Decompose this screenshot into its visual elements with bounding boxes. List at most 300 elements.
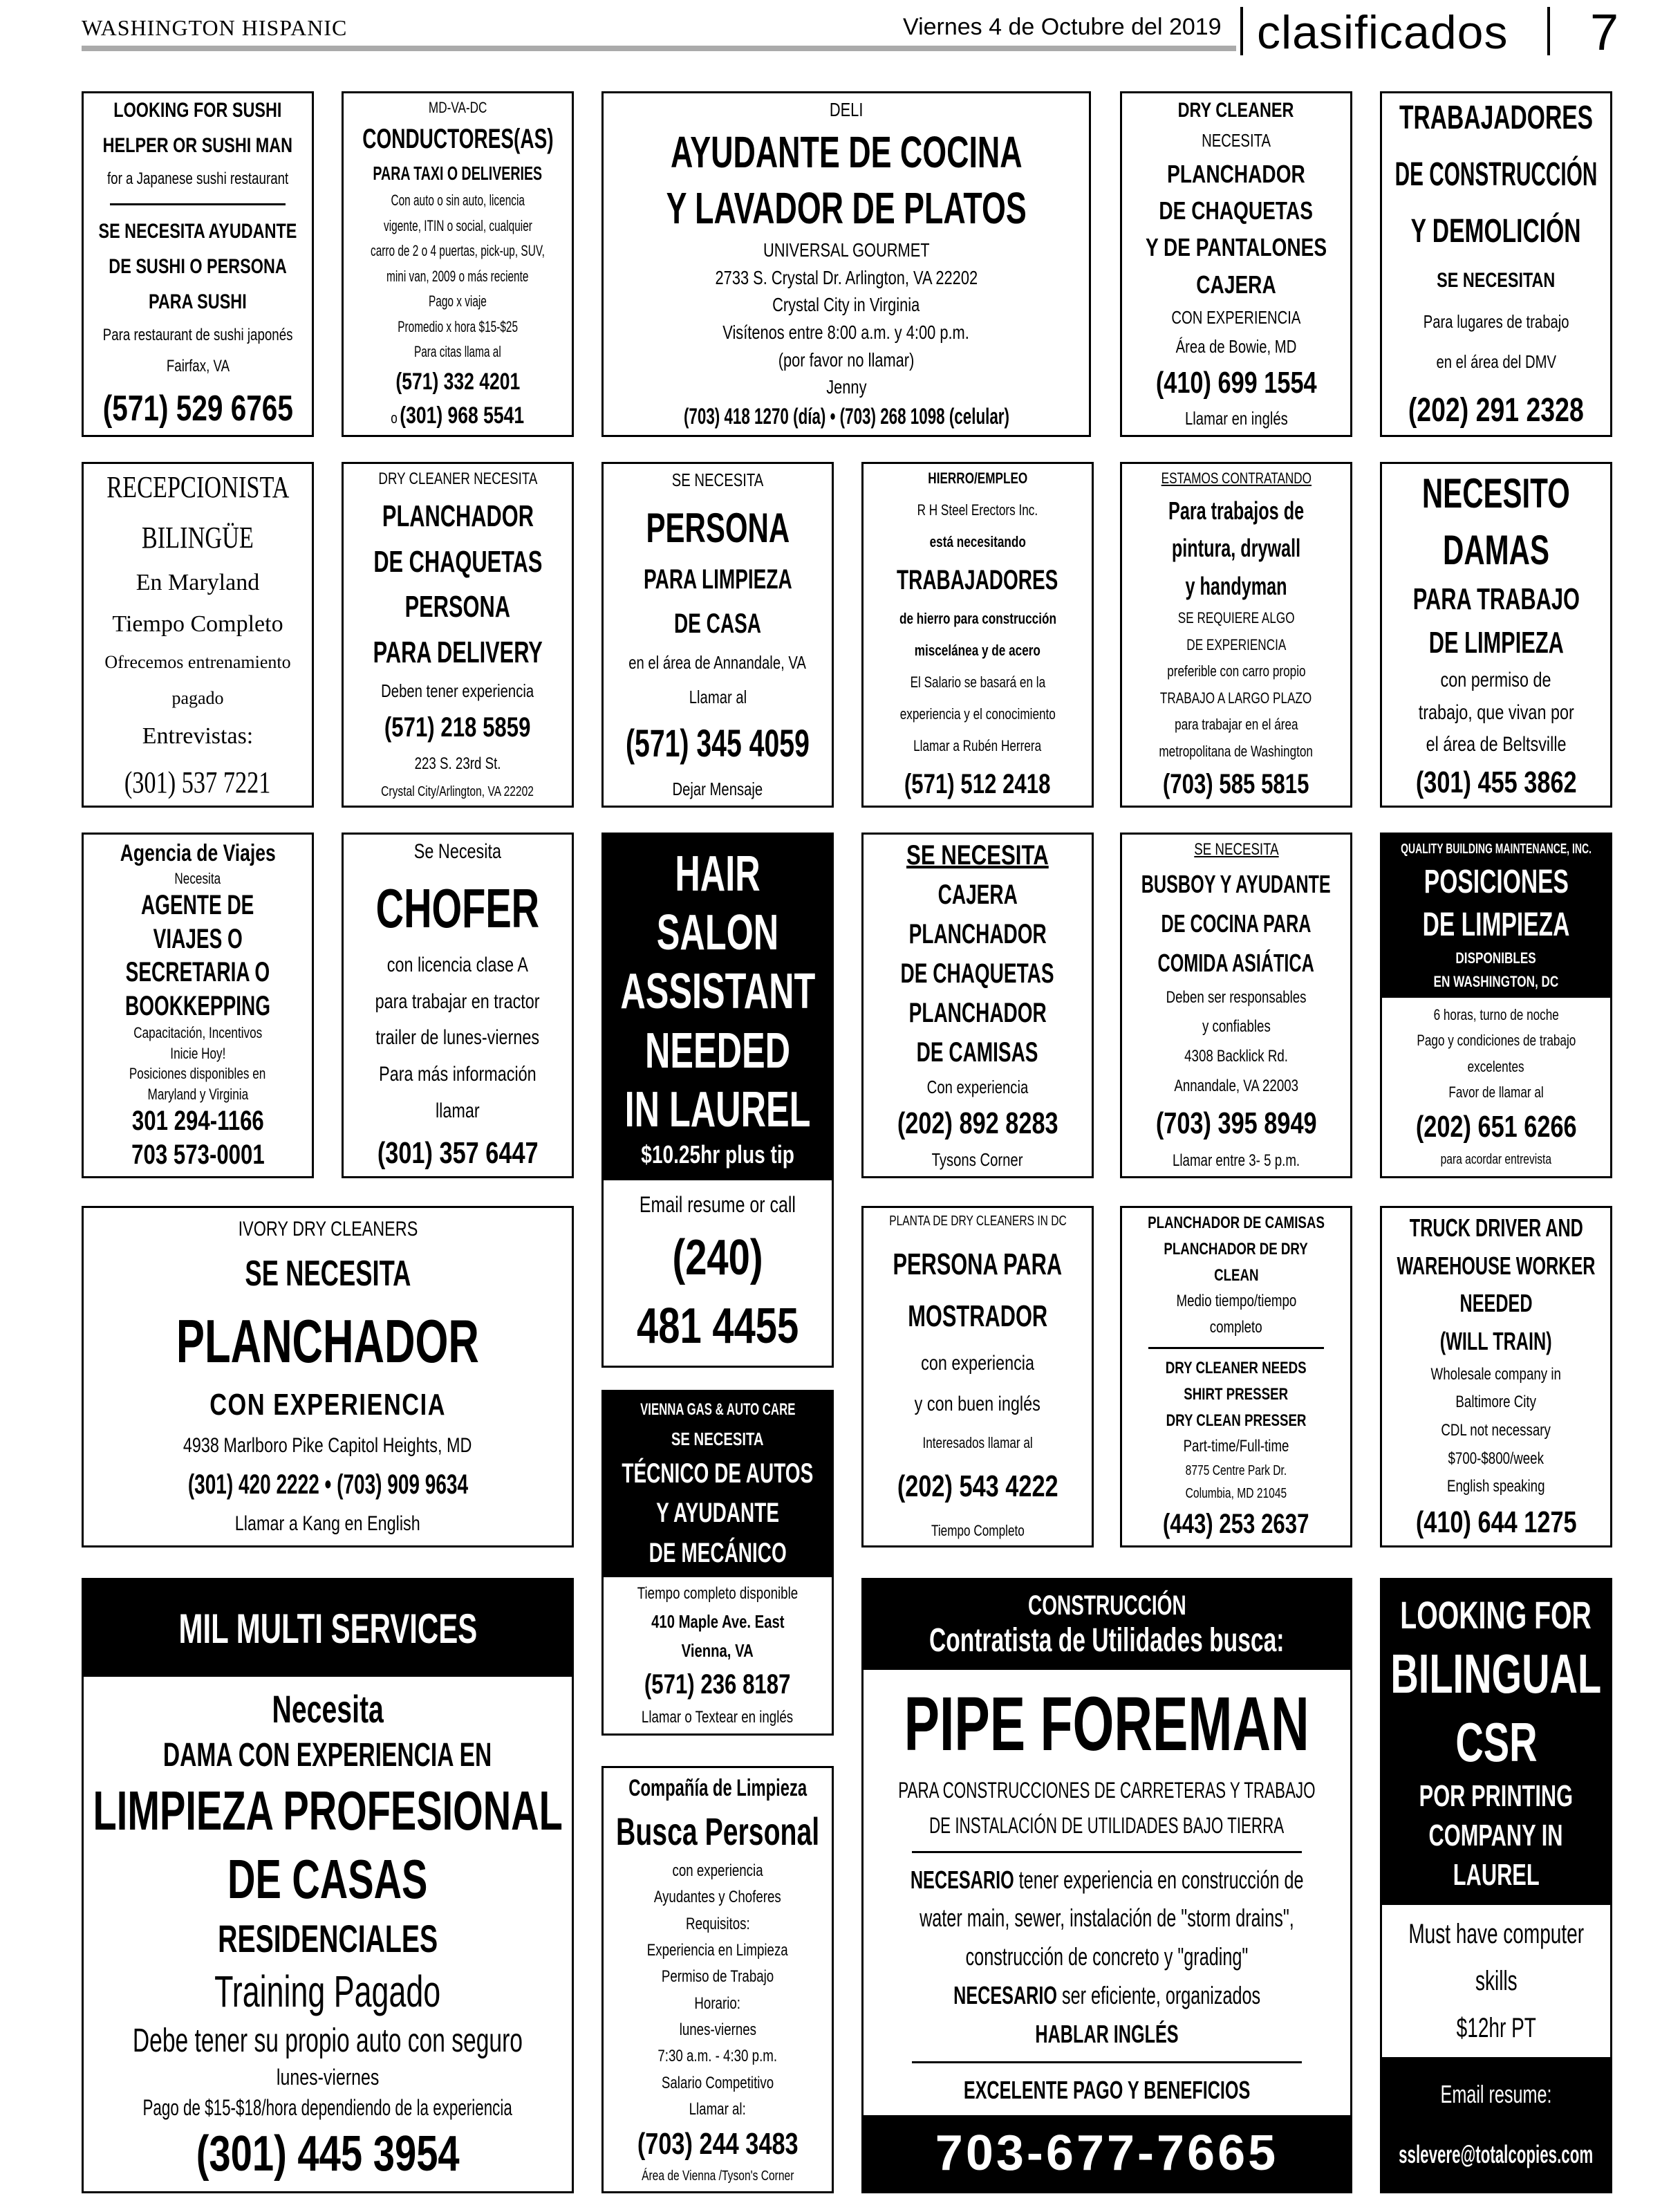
ad-text: Training Pagado [214,1966,441,2016]
ad-headline: DE CASA [673,608,762,639]
ad-headline: SE NECESITA [906,840,1049,871]
ad-text: EN WASHINGTON, DC [1433,973,1559,991]
ad-text: CDL not necessary [1441,1420,1551,1440]
divider [912,2061,1301,2063]
ad-location: en el área de Annandale, VA [628,652,807,673]
ad-quality-building [1380,833,1612,1178]
ad-text: (por favor no llamar) [778,348,915,371]
ad-mil-multi-services [82,1578,574,2193]
ad-headline: PLANCHADOR [382,499,534,534]
ad-agencia-viajes [82,833,314,1178]
ad-text: Llamar al: [689,2100,747,2119]
ad-recepcionista [82,462,314,808]
ad-phone: 481 4455 [636,1298,799,1354]
ad-text: con experiencia [921,1351,1034,1375]
ad-text: Requisitos: [685,1914,750,1933]
ad-headline: Para trabajos de [1168,496,1305,525]
ad-headline: BOOKKEPPING [124,990,271,1021]
ad-text: trabajo, que vivan por [1418,700,1574,724]
ad-text: en el área del DMV [1436,351,1556,372]
ad-headline: TRUCK DRIVER AND [1409,1214,1583,1242]
divider [110,203,286,205]
ad-phone: 703 573-0001 [131,1139,265,1170]
ad-headline: DRY CLEAN PRESSER [1166,1411,1307,1430]
ad-headline: PLANCHADOR DE CAMISAS [1148,1214,1325,1232]
ad-headline: NEEDED [644,1023,791,1079]
ad-text: Maryland y Virginia [147,1085,248,1103]
ad-address: 4938 Marlboro Pike Capitol Heights, MD [183,1434,472,1458]
ad-headline: CONSTRUCCIÓN [1027,1590,1186,1621]
ad-text: Interesados llamar al [922,1433,1033,1451]
ad-text: DELI [829,99,864,120]
ad-text: y con buen inglés [914,1393,1041,1416]
ad-hierro [861,462,1094,808]
ad-chofer [342,833,574,1178]
ad-drycleaner-arlington [342,462,574,808]
ad-headline: DE MECÁNICO [648,1537,787,1568]
ad-text: PLANTA DE DRY CLEANERS IN DC [888,1214,1067,1229]
ad-phone: (703) 585 5815 [1163,769,1309,799]
ad-limpieza-casa [601,462,834,808]
ad-phone: (240) [672,1229,763,1285]
ad-banner [604,1392,832,1577]
ad-headline: PLANCHADOR [908,919,1047,949]
ad-headline: DRY CLEANER [1178,99,1294,122]
ad-text: English speaking [1447,1477,1545,1496]
ad-text: Para restaurant de sushi japonés [102,326,293,344]
ad-text: con licencia clase A [386,953,529,976]
ad-body [1382,998,1610,1176]
ad-text: Crystal City in Virginia [772,294,920,316]
ad-headline: CLEAN [1213,1265,1259,1285]
ad-headline: MIL MULTI SERVICES [178,1605,477,1652]
ad-text: Llamar entre 3- 5 p.m. [1172,1151,1300,1170]
ad-text: Debe tener su propio auto con seguro [132,2022,523,2059]
ad-banner [604,835,832,1180]
ad-headline: CAJERA [937,880,1018,910]
ad-text: Email resume or call [639,1191,796,1217]
ad-headline: COMPANY IN [1429,1819,1563,1853]
ad-text: Jenny [825,376,867,398]
ad-phone: (410) 644 1275 [1415,1505,1577,1539]
ad-text: Salario Competitivo [661,2073,774,2092]
ad-text: 7:30 a.m. - 4:30 p.m. [657,2047,778,2066]
ad-phone: (301) 357 6447 [377,1135,539,1170]
ad-headline: BUSBOY Y AYUDANTE [1141,869,1332,898]
ad-headline: Y DE PANTALONES [1145,233,1327,262]
ad-text: Con experiencia [926,1077,1029,1097]
ad-headline: BILINGÜE [141,520,254,555]
ad-headline: PIPE FOREMAN [904,1681,1310,1767]
ad-text: llamar [436,1099,480,1123]
ad-text: Deben ser responsables [1166,987,1307,1007]
ad-headline: COMIDA ASIÁTICA [1157,948,1315,977]
ad-body [84,1677,572,2191]
ad-address: Crystal City/Arlington, VA 22202 [381,784,534,799]
ad-headline: Y AYUDANTE [656,1498,779,1529]
ad-headline: SECRETARIA O [125,957,270,988]
ad-headline: PARA LIMPIEZA [643,564,792,595]
ad-headline: (WILL TRAIN) [1440,1326,1552,1355]
ad-phone: (202) 892 8283 [897,1106,1058,1140]
publication-name: WASHINGTON HISPANIC [82,15,348,40]
ad-text: Tiempo completo disponible [637,1583,799,1603]
ad-headline: PLANCHADOR DE DRY [1164,1239,1309,1258]
ad-text: metropolitana de Washington [1159,742,1314,760]
ad-text: trailer de lunes-viernes [375,1026,540,1050]
ad-headline: RECEPCIONISTA [106,470,290,504]
ad-text: Inicie Hoy! [169,1044,226,1062]
ad-phone-row [391,402,525,429]
section-title: clasificados [1257,6,1509,59]
ad-text: Email resume: [1440,2079,1552,2108]
ad-headline: Y DEMOLICIÓN [1411,213,1581,250]
ad-headline: MOSTRADOR [908,1299,1047,1334]
ad-text: Promedio x hora $15-$25 [398,317,518,335]
ad-text: Llamar al [689,686,747,707]
ad-text: completo [1210,1318,1262,1337]
ad-headline: DE SUSHI O PERSONA [109,255,287,278]
ad-text: Pago de $15-$18/hora dependiendo de la experiencia [142,2094,513,2120]
ad-text: mini van, 2009 o más reciente [386,267,529,285]
ad-text: CON EXPERIENCIA [1171,306,1301,328]
ad-damas [1380,462,1612,808]
ad-text: for a Japanese sushi restaurant [106,169,289,188]
ad-headline: PARA TRABAJO [1412,582,1580,617]
ad-headline: EXCELENTE PAGO Y BENEFICIOS [963,2076,1251,2105]
ad-headline: PLANCHADOR [908,998,1047,1028]
ad-phone: (703) 244 3483 [637,2126,799,2161]
ad-text: Medio tiempo/tiempo [1176,1292,1296,1311]
ad-text: Con auto o sin auto, licencia [391,192,525,210]
ad-phone: (410) 699 1554 [1155,365,1317,400]
ad-phone: (571) 529 6765 [102,389,293,429]
ad-text: DE EXPERIENCIA [1186,635,1286,653]
ad-location: Área de Bowie, MD [1175,336,1297,357]
ad-headline: POR PRINTING [1419,1779,1574,1814]
ad-headline: Contratista de Utilidades busca: [929,1622,1285,1659]
ad-text: UNIVERSAL GOURMET [763,239,930,261]
ad-headline: Compañía de Limpieza [628,1775,807,1801]
ad-headline: NEEDED [1459,1289,1533,1318]
ad-text: Wholesale company in [1430,1364,1562,1384]
ad-headline: SE NECESITAN [1437,269,1556,292]
ad-text: Dejar Mensaje [672,778,763,799]
ad-text: Ayudantes y Choferes [654,1888,781,1907]
ad-phone: (301) 420 2222 • (703) 909 9634 [187,1469,468,1500]
ad-compania-limpieza [601,1766,834,2193]
ad-email-banner [1382,2057,1610,2191]
ad-phone: (301) 445 3954 [196,2126,460,2182]
ad-body [864,1670,1350,2115]
ad-headline: BILINGUAL [1390,1642,1602,1704]
ad-text: Para citas llama al [414,343,501,361]
ad-text: misceláneа y de acero [914,642,1041,659]
ad-headline: SE NECESITA AYUDANTE [98,220,297,243]
ad-headline: DRY CLEANER NEEDS [1166,1358,1307,1377]
ad-address: Annandale, VA 22003 [1174,1077,1298,1096]
ad-headline: pintura, drywall [1171,534,1301,562]
ad-headline: DE CHAQUETAS [373,544,543,579]
ad-headline: SALON [656,904,779,960]
ad-text: está necesitando [929,533,1026,550]
ad-text: $700-$800/week [1448,1449,1544,1468]
ad-headline: HAIR [675,846,760,902]
ad-body [604,1577,832,1733]
ad-body [604,1180,832,1366]
ad-location: Fairfax, VA [166,357,230,375]
ad-headline: PARA SUSHI [149,290,247,313]
issue-date: Viernes 4 de Octubre del 2019 [903,14,1222,40]
ad-text: SE REQUIERE ALGO [1177,609,1295,626]
ad-headline: DAMAS [1443,526,1549,573]
ad-emphasis: NECESARIO [910,1865,1014,1894]
ad-address: 223 S. 23rd St. [414,754,501,773]
ad-text: pagado [171,687,224,708]
ad-hair-salon [601,833,834,1368]
ad-text: Entrevistas: [142,723,254,750]
ad-headline: LAUREL [1453,1858,1540,1893]
ad-address: 8775 Centre Park Dr. [1185,1463,1287,1479]
ad-text: Horario: [694,1993,741,2013]
ad-banner [1382,835,1610,998]
ad-text: Tiempo Completo [931,1521,1025,1539]
divider [1547,7,1550,55]
ad-text: Llamar a Kang en English [235,1512,420,1535]
ad-cajera [861,833,1094,1178]
ad-headline: Y LAVADOR DE PLATOS [666,183,1027,234]
ad-headline: LOOKING FOR [1400,1592,1592,1637]
ad-text: Llamar a Rubén Herrera [913,737,1042,754]
divider [1148,1347,1324,1349]
ad-text: El Salario se basará en la [910,673,1045,691]
ad-headline: PERSONA [646,504,790,551]
ad-text: para trabajar en tractor [375,989,541,1013]
ad-phone: 703-677-7665 [935,2126,1279,2181]
ad-email: sslevere@totalcopies.com [1399,2139,1594,2168]
ad-headline: PARA TAXI O DELIVERIES [373,162,543,184]
ad-headline: WAREHOUSE WORKER [1397,1251,1596,1280]
ad-construccion [1380,91,1612,437]
ad-text: carro de 2 o 4 puertas, pick-up, SUV, [371,242,545,260]
ad-truck-driver [1380,1206,1612,1547]
ad-planchador-camisas [1120,1206,1352,1547]
ad-banner [864,1580,1350,1670]
ad-address: 410 Maple Ave. East [651,1610,785,1632]
ad-text: Necesita [174,869,221,887]
ad-headline: RESIDENCIALES [217,1916,438,1960]
ad-text: DISPONIBLES [1455,949,1537,967]
page-header [0,0,1680,62]
ad-text: experiencia y el conocimiento [899,705,1056,723]
ad-text: Llamar en inglés [1184,407,1288,429]
ad-headline: HIERRO/EMPLEO [928,470,1027,487]
ad-bilingual-csr [1380,1578,1612,2193]
ad-text: con permiso de [1440,669,1551,692]
ad-headline: CONDUCTORES(AS) [362,124,554,155]
ad-text: PARA CONSTRUCCIONES DE CARRETERAS Y TRABAJO [898,1777,1316,1803]
ad-address: Vienna, VA [681,1639,754,1661]
ad-headline: CAJERA [1196,270,1276,299]
ad-headline: LIMPIEZA PROFESIONAL [93,1779,563,1841]
ad-text: Permiso de Trabajo [661,1967,774,1987]
ad-text: SE NECESITA [671,470,764,490]
ad-text: ser eficiente, organizados [1056,1981,1260,2010]
ad-text: 6 horas, turno de noche [1433,1005,1559,1023]
ad-text: para trabajar en el área [1174,716,1298,733]
ad-emphasis: NECESARIO [953,1981,1057,2010]
ad-headline: PARA DELIVERY [373,635,543,669]
ad-text: Experiencia en Limpieza [647,1940,788,1960]
ad-text: DE INSTALACIÓN DE UTILIDADES BAJO TIERRA [929,1812,1285,1838]
ad-text: para acordar entrevista [1440,1152,1552,1168]
ad-text: R H Steel Erectors Inc. [917,501,1038,519]
ad-text: Para más información [379,1063,536,1086]
ad-text: water main, sewer, instalación de "storm drains", [920,1904,1294,1933]
ad-location: Tysons Corner [932,1149,1023,1170]
ad-text: Baltimore City [1455,1393,1537,1412]
ad-headline: SE NECESITA [244,1253,411,1294]
ad-banner [84,1580,572,1677]
ad-phone: (443) 253 2637 [1163,1508,1309,1539]
ad-headline: QUALITY BUILDING MAINTENANCE, INC. [1401,841,1592,857]
ad-headline: DE CASAS [227,1848,428,1910]
ad-text: SE NECESITA [1193,840,1279,859]
ad-text: el área de Beltsville [1426,733,1567,756]
ad-headline: HELPER OR SUSHI MAN [102,134,293,157]
ad-phone: (202) 543 4222 [897,1469,1058,1504]
ad-phone: (571) 345 4059 [626,721,810,765]
ad-phone: (301) 537 7221 [124,765,271,799]
ad-busboy [1120,833,1352,1178]
ad-headline: DE LIMPIEZA [1422,907,1570,944]
ad-text: de hierro para construcción [899,610,1056,627]
ad-headline: CSR [1455,1711,1538,1773]
ad-pipe-foreman [861,1578,1352,2193]
ad-text: skills [1475,1965,1518,1996]
ad-headline: PLANCHADOR [1167,159,1305,188]
ad-headline: VIAJES O [153,923,243,954]
ad-phone: (571) 236 8187 [644,1668,791,1700]
ad-headline: TRABAJADORES [1399,100,1594,136]
ad-text: Capacitación, Incentivos [133,1024,263,1042]
ad-text-row [911,1866,1304,1895]
ad-text: Ofrecemos entrenamiento [104,652,291,673]
ad-text: Must have computer [1408,1918,1584,1949]
ad-headline: SHIRT PRESSER [1184,1384,1289,1404]
ad-phone: (703) 395 8949 [1155,1106,1317,1140]
ad-location: Área de Vienna /Tyson's Corner [641,2168,794,2184]
ad-text: Pago x viaje [429,292,487,310]
ad-address: 2733 S. Crystal Dr. Arlington, VA 22202 [715,266,978,288]
ad-text: lunes-viernes [276,2064,380,2090]
ad-address: 4308 Backlick Rd. [1184,1047,1288,1066]
ad-text: NECESITA [1202,130,1271,151]
ad-text: y confiables [1202,1017,1271,1036]
ad-headline: PERSONA PARA [893,1247,1063,1281]
ad-headline: AYUDANTE DE COCINA [670,127,1023,177]
ad-text: Llamar o Textear en inglés [642,1707,794,1727]
ad-phone: (571) 332 4201 [395,368,520,395]
ad-text: tener experiencia en construcción de [1014,1865,1304,1894]
ad-headline: DE CONSTRUCCIÓN [1394,156,1598,193]
ad-headline: NECESITO [1422,470,1570,517]
ad-headline: CHOFER [375,877,540,939]
ad-text: preferible con carro propio [1166,662,1306,680]
ad-headline: y handyman [1185,571,1287,600]
ad-phone: (202) 291 2328 [1408,392,1584,429]
ad-headline: IN LAUREL [624,1081,811,1137]
ad-text: Favor de llamar al [1448,1084,1544,1101]
ad-body [1382,1905,1610,2057]
ad-text: IVORY DRY CLEANERS [238,1218,418,1240]
ad-headline: DE CHAQUETAS [1159,196,1314,225]
divider [912,1851,1301,1853]
ad-text: $10.25hr plus tip [641,1140,794,1169]
ad-text: MD-VA-DC [428,99,487,116]
ad-headline: Agencia de Viajes [120,840,276,866]
ad-headline: TRABAJADORES [897,565,1058,595]
page-number: 7 [1590,3,1619,61]
ad-text: Deben tener experiencia [381,680,534,701]
ad-headline: SE NECESITA [671,1428,764,1449]
ad-phone: (301) 455 3862 [1415,765,1577,799]
ad-headline: CON EXPERIENCIA [209,1388,446,1422]
ad-address: Columbia, MD 21045 [1185,1486,1287,1502]
ad-phone: 301 294-1166 [131,1106,264,1137]
ad-phone: (571) 218 5859 [384,712,531,743]
ad-phone-banner [864,2115,1350,2191]
ad-text: Posiciones disponibles en [129,1065,266,1083]
ad-text: con experiencia [672,1861,763,1880]
ad-text: Para lugares de trabajo [1423,311,1569,332]
ad-drycleaner-bowie [1120,91,1352,437]
ad-text: lunes-viernes [679,2020,756,2039]
ad-text: Pago y condiciones de trabajo [1417,1032,1576,1050]
ad-ivory-dry-cleaners [82,1206,574,1547]
ad-headline: VIENNA GAS & AUTO CARE [640,1400,796,1420]
ad-vienna-gas [601,1390,834,1736]
ad-text: En Maryland [136,570,260,596]
divider [1240,7,1243,55]
ad-headline: ASSISTANT [620,964,815,1020]
ad-deli [601,91,1091,437]
ad-text: excelentes [1467,1057,1525,1075]
ad-headline: POSICIONES [1424,863,1569,900]
ad-headline: DAMA CON EXPERIENCIA EN [163,1736,492,1774]
ad-headline: LOOKING FOR SUSHI [113,99,282,122]
ad-text: o [391,409,398,427]
ad-text: TRABAJO A LARGO PLAZO [1160,689,1312,707]
ad-headline: DE CAMISAS [917,1037,1038,1068]
ad-text: Visítenos entre 8:00 a.m. y 4:00 p.m. [722,321,970,343]
header-rule [82,46,1236,51]
ad-text: ESTAMOS CONTRATANDO [1161,470,1312,487]
ad-text: DRY CLEANER NECESITA [378,470,537,488]
ad-headline: DE LIMPIEZA [1428,625,1564,660]
ad-text: Se Necesita [413,840,502,863]
ad-conductores [342,91,574,437]
ad-mostrador [861,1206,1094,1547]
ad-headline: PLANCHADOR [176,1306,480,1375]
ad-pintura [1120,462,1352,808]
ad-headline: Busca Personal [615,1810,820,1854]
ad-headline: DE CHAQUETAS [901,958,1054,989]
ad-phone: (571) 512 2418 [904,769,1051,799]
ad-banner [1382,1580,1610,1905]
ad-headline: TÉCNICO DE AUTOS [622,1458,814,1489]
ad-text: construcción de concreto y "grading" [965,1942,1249,1971]
